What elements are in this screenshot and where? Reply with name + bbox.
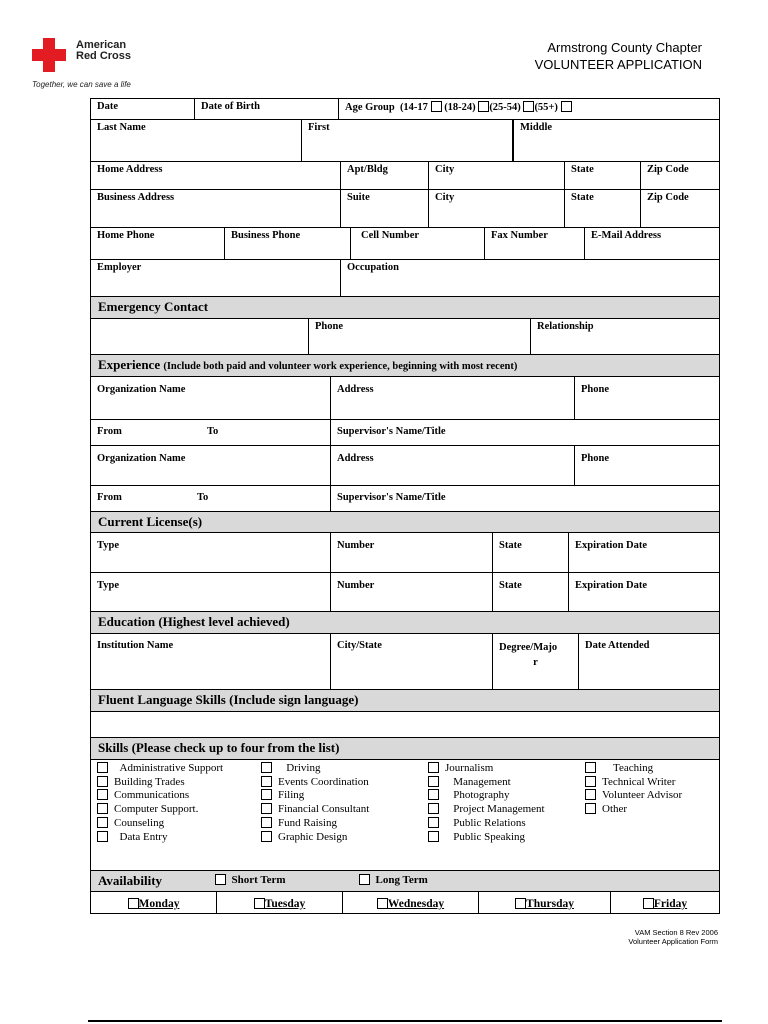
cell-number-field[interactable]: Cell Number	[351, 228, 485, 259]
section-education: Education (Highest level achieved)	[90, 612, 720, 634]
long-term-checkbox[interactable]	[359, 874, 370, 885]
row-experience-dates-1	[90, 420, 720, 446]
day-monday[interactable]: Monday	[91, 892, 217, 913]
short-term-option[interactable]: Short Term	[215, 874, 286, 886]
license-number-field-2[interactable]: Number	[331, 573, 493, 611]
license-expiration-field-1[interactable]: Expiration Date	[575, 540, 648, 551]
wednesday-checkbox[interactable]	[377, 898, 388, 909]
skill-item[interactable]: Fund Raising	[261, 817, 369, 831]
email-field[interactable]: E-Mail Address	[591, 230, 662, 241]
short-term-checkbox[interactable]	[215, 874, 226, 885]
checkbox-icon[interactable]	[261, 789, 272, 800]
day-wednesday[interactable]: Wednesday	[343, 892, 479, 913]
org-address-field-2[interactable]: Address	[331, 446, 575, 485]
home-phone-field[interactable]: Home Phone	[91, 228, 225, 259]
checkbox-icon[interactable]	[97, 803, 108, 814]
business-zip-field[interactable]: Zip Code	[647, 192, 689, 203]
from-to-field-1[interactable]: From To	[91, 420, 331, 445]
day-tuesday[interactable]: Tuesday	[217, 892, 343, 913]
business-state-field[interactable]: State	[565, 190, 641, 227]
checkbox-icon[interactable]	[97, 789, 108, 800]
middle-name-field[interactable]: Middle	[513, 120, 719, 161]
skill-item[interactable]: Computer Support.	[97, 803, 223, 817]
license-expiration-field-2[interactable]: Expiration Date	[575, 580, 648, 591]
skill-item[interactable]: Technical Writer	[585, 776, 682, 790]
checkbox-icon[interactable]	[97, 776, 108, 787]
supervisor-field-2[interactable]: Supervisor's Name/Title	[337, 492, 446, 503]
age-group-field: Age Group (14-17 (18-24) (25-54) (55+)	[339, 99, 719, 119]
row-date	[90, 98, 720, 120]
checkbox-icon[interactable]	[261, 776, 272, 787]
skill-item[interactable]: Financial Consultant	[261, 803, 369, 817]
row-employer	[90, 260, 720, 297]
row-phones	[90, 228, 720, 260]
long-term-option[interactable]: Long Term	[359, 874, 428, 886]
row-emergency	[90, 319, 720, 355]
checkbox-icon[interactable]	[585, 803, 596, 814]
application-form	[90, 98, 720, 914]
skill-item[interactable]: Building Trades	[97, 776, 223, 790]
checkbox-icon[interactable]	[261, 762, 272, 773]
logo-line2: Red Cross	[76, 50, 132, 62]
checkbox-icon[interactable]	[428, 817, 439, 828]
business-city-field[interactable]: City	[429, 190, 565, 227]
row-business-address	[90, 190, 720, 228]
bottom-rule	[88, 1020, 722, 1022]
business-phone-field[interactable]: Business Phone	[225, 228, 351, 259]
business-address-field[interactable]: Business Address	[91, 190, 341, 227]
section-availability: Availability Short Term Long Term	[90, 870, 720, 892]
dob-field[interactable]: Date of Birth	[195, 99, 339, 119]
checkbox-icon[interactable]	[261, 831, 272, 842]
skills-column-1	[97, 762, 223, 844]
emergency-phone-field[interactable]: Phone	[309, 319, 531, 354]
skills-list	[90, 760, 720, 870]
date-field[interactable]: Date	[91, 99, 195, 119]
section-experience: Experience (Include both paid and volunteer work experience, beginning with most recent)	[90, 355, 720, 377]
footer-revision: VAM Section 8 Rev 2006	[634, 928, 718, 937]
skill-item[interactable]: Data Entry	[97, 831, 223, 845]
state-field[interactable]: State	[565, 162, 641, 189]
org-name-field-2[interactable]: Organization Name	[91, 446, 331, 485]
checkbox-icon[interactable]	[585, 789, 596, 800]
emergency-name-field[interactable]	[91, 319, 309, 354]
age-14-17-checkbox[interactable]	[431, 101, 442, 112]
relationship-field[interactable]: Relationship	[537, 321, 594, 332]
org-address-field-1[interactable]: Address	[331, 377, 575, 419]
license-type-field-2[interactable]: Type	[91, 573, 331, 611]
checkbox-icon[interactable]	[585, 776, 596, 787]
chapter-name: Armstrong County Chapter	[547, 40, 702, 55]
skill-item[interactable]: Photography	[428, 789, 545, 803]
row-education	[90, 634, 720, 690]
day-thursday[interactable]: Thursday	[479, 892, 611, 913]
checkbox-icon[interactable]	[428, 831, 439, 842]
checkbox-icon[interactable]	[428, 803, 439, 814]
logo-line1: American	[76, 39, 127, 51]
section-emergency-contact: Emergency Contact	[90, 297, 720, 319]
logo-wordmark	[76, 40, 131, 62]
checkbox-icon[interactable]	[428, 789, 439, 800]
license-state-field-1[interactable]: State	[493, 533, 569, 572]
checkbox-icon[interactable]	[97, 831, 108, 842]
skill-item[interactable]: Public Relations	[428, 817, 545, 831]
logo-tagline: Together, we can save a life	[32, 80, 131, 89]
red-cross-logo-icon	[32, 38, 66, 72]
supervisor-field-1[interactable]: Supervisor's Name/Title	[337, 426, 446, 437]
skill-item[interactable]: Other	[585, 803, 682, 817]
skill-item[interactable]: Journalism	[428, 762, 545, 776]
checkbox-icon[interactable]	[428, 762, 439, 773]
checkbox-icon[interactable]	[97, 762, 108, 773]
section-language: Fluent Language Skills (Include sign language)	[90, 690, 720, 712]
skills-column-2	[261, 762, 369, 844]
section-skills: Skills (Please check up to four from the list)	[90, 738, 720, 760]
friday-checkbox[interactable]	[643, 898, 654, 909]
age-25-54-checkbox[interactable]	[523, 101, 534, 112]
skill-item[interactable]: Teaching	[585, 762, 682, 776]
degree-field[interactable]: Degree/Majo r	[493, 634, 579, 689]
skills-column-3	[428, 762, 545, 844]
zip-field[interactable]: Zip Code	[647, 164, 689, 175]
checkbox-icon[interactable]	[261, 817, 272, 828]
skill-item[interactable]: Events Coordination	[261, 776, 369, 790]
row-days	[90, 892, 720, 914]
first-name-field[interactable]: First	[301, 120, 513, 161]
tuesday-checkbox[interactable]	[254, 898, 265, 909]
row-name	[90, 120, 720, 162]
org-phone-field-2[interactable]: Phone	[581, 453, 610, 464]
institution-field[interactable]: Institution Name	[91, 634, 331, 689]
row-license-1	[90, 533, 720, 573]
row-experience-2	[90, 446, 720, 486]
org-phone-field-1[interactable]: Phone	[581, 384, 610, 395]
row-experience-dates-2	[90, 486, 720, 512]
skill-item[interactable]: Management	[428, 776, 545, 790]
employer-field[interactable]: Employer	[91, 260, 341, 296]
org-name-field-1[interactable]: Organization Name	[91, 377, 331, 419]
skill-item[interactable]: Administrative Support	[97, 762, 223, 776]
row-home-address	[90, 162, 720, 190]
row-license-2	[90, 573, 720, 612]
footer-form-name: Volunteer Application Form	[628, 937, 718, 946]
thursday-checkbox[interactable]	[515, 898, 526, 909]
section-license: Current License(s)	[90, 512, 720, 533]
row-experience-1	[90, 377, 720, 420]
age-18-24-checkbox[interactable]	[478, 101, 489, 112]
checkbox-icon[interactable]	[261, 803, 272, 814]
skill-item[interactable]: Communications	[97, 789, 223, 803]
skill-item[interactable]: Counseling	[97, 817, 223, 831]
age-55-plus-checkbox[interactable]	[561, 101, 572, 112]
skill-item[interactable]: Volunteer Advisor	[585, 789, 682, 803]
checkbox-icon[interactable]	[585, 762, 596, 773]
day-friday[interactable]: Friday	[611, 892, 719, 913]
from-to-field-2[interactable]: From To	[91, 486, 331, 511]
skill-item[interactable]: Public Speaking	[428, 831, 545, 845]
page-title: VOLUNTEER APPLICATION	[534, 57, 702, 72]
license-number-field-1[interactable]: Number	[331, 533, 493, 572]
home-address-field[interactable]: Home Address	[91, 162, 341, 189]
city-state-field[interactable]: City/State	[331, 634, 493, 689]
last-name-field[interactable]: Last Name	[97, 122, 146, 133]
apt-field[interactable]: Apt/Bldg	[341, 162, 429, 189]
language-field[interactable]	[90, 712, 720, 738]
skills-column-4	[585, 762, 682, 817]
monday-checkbox[interactable]	[128, 898, 139, 909]
license-type-field-1[interactable]: Type	[91, 533, 331, 572]
date-attended-field[interactable]: Date Attended	[585, 640, 650, 651]
skill-item[interactable]: Project Management	[428, 803, 545, 817]
skill-item[interactable]: Graphic Design	[261, 831, 369, 845]
skill-item[interactable]: Driving	[261, 762, 369, 776]
occupation-field[interactable]: Occupation	[347, 262, 399, 273]
suite-field[interactable]: Suite	[341, 190, 429, 227]
checkbox-icon[interactable]	[97, 817, 108, 828]
license-state-field-2[interactable]: State	[493, 573, 569, 611]
skill-item[interactable]: Filing	[261, 789, 369, 803]
fax-field[interactable]: Fax Number	[485, 228, 585, 259]
city-field[interactable]: City	[429, 162, 565, 189]
form-footer	[628, 928, 718, 946]
checkbox-icon[interactable]	[428, 776, 439, 787]
